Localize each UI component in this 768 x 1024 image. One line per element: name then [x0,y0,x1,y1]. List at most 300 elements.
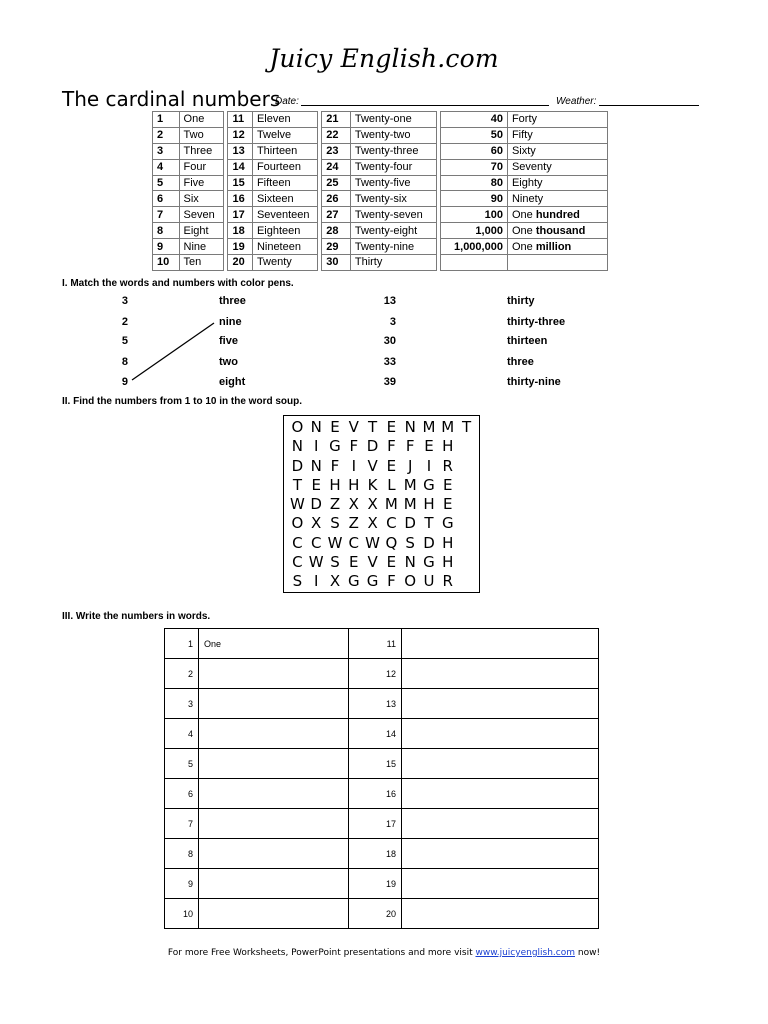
write-answer-right[interactable] [402,779,599,809]
reference-word [350,159,436,175]
soup-letter[interactable]: X [329,572,341,591]
match-word-right: thirty [507,295,535,307]
write-number-left: 8 [165,839,199,869]
reference-number: 5 [153,175,180,191]
soup-letter[interactable]: H [329,475,341,494]
reference-word [507,207,607,223]
reference-number [440,255,507,271]
match-word-right: thirteen [507,335,548,347]
soup-letter[interactable]: T [368,418,378,436]
reference-word-text: Twenty-four [354,161,413,174]
soup-letter[interactable]: C [348,533,360,552]
reference-number: 100 [440,207,507,223]
reference-word [252,127,317,143]
reference-number: 19 [228,239,252,255]
write-number-right: 17 [349,809,402,839]
write-number-left: 4 [165,719,199,749]
write-number-left: 1 [165,629,199,659]
match-word-left: five [219,335,238,347]
soup-letter[interactable]: I [313,572,319,591]
soup-letter[interactable] [457,572,476,591]
soup-letter[interactable]: E [386,418,397,436]
write-number-right: 18 [349,839,402,869]
match-word-right: thirty-nine [507,376,561,388]
soup-letter[interactable]: I [313,437,319,456]
match-word-left: two [219,356,238,368]
soup-letter[interactable]: N [291,437,304,456]
write-number-left: 10 [165,899,199,929]
reference-word-text: Three [183,145,213,158]
reference-row [153,112,608,128]
reference-word [507,112,607,128]
write-row [165,899,599,929]
soup-letter[interactable]: G [366,572,379,591]
match-number-right: 30 [383,335,396,347]
reference-word [350,127,436,143]
reference-word [350,143,436,159]
soup-letter[interactable] [457,514,476,533]
reference-word-text: Sixteen [256,192,294,205]
write-number-right: 11 [349,629,402,659]
reference-word-text: Fourteen [256,161,301,174]
write-answer-right[interactable] [402,839,599,869]
soup-letter[interactable]: Z [329,495,341,514]
soup-letter[interactable] [457,553,476,572]
write-row [165,839,599,869]
reference-row [153,143,608,159]
soup-letter[interactable]: M [422,418,436,436]
reference-number: 17 [228,207,252,223]
match-number-left: 2 [121,316,128,328]
soup-letter[interactable]: H [442,437,454,456]
match-number-left: 8 [121,356,128,368]
soup-letter[interactable]: N [310,418,322,436]
reference-row [153,159,608,175]
write-row [165,719,599,749]
match-number-right: 3 [389,316,396,328]
soup-letter[interactable]: R [442,572,453,591]
soup-letter[interactable]: E [443,495,453,514]
reference-word-text: Ninety [511,192,544,205]
reference-word-text: Ten [183,256,202,269]
reference-word [507,239,607,255]
reference-word [507,223,607,239]
reference-number: 23 [322,143,351,159]
reference-word [507,175,607,191]
footer-text-end: now! [575,948,601,958]
write-answer-right[interactable] [402,749,599,779]
reference-word-text: Thirteen [256,145,298,158]
write-answer-left[interactable] [199,779,349,809]
write-answer-left[interactable] [199,719,349,749]
match-number-left: 9 [121,376,128,388]
reference-word [507,127,607,143]
reference-number: 50 [440,127,507,143]
reference-word-text: Twenty-seven [354,208,423,221]
reference-word [179,239,224,255]
soup-letter[interactable]: W [327,533,343,552]
soup-letter[interactable]: X [367,495,378,514]
match-word-left: three [219,295,246,307]
reference-word-text: Eighteen [256,224,301,237]
reference-word [252,112,317,128]
soup-letter[interactable]: G [441,514,454,533]
footer [0,948,768,958]
write-numbers-table [164,628,599,929]
reference-word-text: Twenty [256,256,292,269]
write-row [165,869,599,899]
soup-letter[interactable]: D [291,456,304,475]
reference-word-text: One [511,224,536,237]
brand-logo: Juicy English.com [269,44,499,73]
reference-number: 21 [322,112,351,128]
match-number-left: 3 [121,295,128,307]
write-answer-right[interactable] [402,899,599,929]
soup-letter[interactable]: J [407,456,413,475]
reference-number: 1,000,000 [440,239,507,255]
match-word-left: nine [219,316,242,328]
write-answer-right[interactable] [402,719,599,749]
match-word-right: thirty-three [507,316,566,328]
soup-letter[interactable]: S [330,553,340,572]
reference-word-text: Thirty [354,256,383,269]
soup-letter[interactable]: N [404,418,416,436]
soup-letter[interactable]: V [367,553,378,572]
reference-word [179,255,224,271]
soup-letter[interactable]: S [292,572,303,591]
soup-letter[interactable]: S [405,533,415,552]
soup-letter[interactable]: E [424,437,434,456]
reference-word [179,112,224,128]
write-number-left: 5 [165,749,199,779]
reference-word-text: Twenty-one [354,113,412,126]
reference-word [252,223,317,239]
reference-word [179,175,224,191]
write-answer-left[interactable] [199,839,349,869]
reference-number: 10 [153,255,180,271]
reference-row [153,207,608,223]
reference-word-text: Twenty-five [354,177,411,189]
reference-word-text: Seven [183,208,215,221]
reference-word-text: Seventy [511,161,552,174]
reference-word-text: Five [183,177,205,189]
reference-word [507,191,607,207]
soup-letter[interactable] [457,495,476,514]
soup-letter[interactable]: H [348,475,360,494]
reference-word-text: Fifteen [256,177,291,189]
reference-word [507,159,607,175]
reference-word-text: Twenty-two [354,129,411,142]
write-number-right: 16 [349,779,402,809]
soup-letter[interactable]: E [386,456,397,475]
soup-letter[interactable]: X [311,514,322,533]
reference-word-text: Twenty-eight [354,224,418,237]
reference-word-bold: thousand [535,224,586,237]
soup-letter[interactable]: D [404,514,416,533]
soup-letter[interactable]: G [347,572,360,591]
soup-letter[interactable]: G [423,475,435,494]
reference-number: 27 [322,207,351,223]
soup-letter[interactable]: M [384,495,398,514]
write-number-right: 19 [349,869,402,899]
reference-number: 13 [228,143,252,159]
write-number-right: 14 [349,719,402,749]
soup-letter[interactable]: C [310,533,322,552]
date-label: Date: [275,96,299,107]
soup-letter[interactable]: T [292,475,302,494]
soup-letter[interactable]: I [351,456,356,475]
write-number-left: 6 [165,779,199,809]
reference-number: 22 [322,127,351,143]
soup-letter[interactable]: Z [348,514,359,533]
reference-number: 18 [228,223,252,239]
write-answer-left[interactable] [199,659,349,689]
soup-letter[interactable]: U [423,572,435,591]
soup-letter[interactable]: E [311,475,321,494]
reference-row [153,223,608,239]
match-word-left: eight [219,376,246,388]
reference-word-text: Eight [183,224,209,237]
reference-row [153,127,608,143]
match-number-right: 13 [383,295,396,307]
write-answer-right[interactable] [402,869,599,899]
soup-letter[interactable]: F [330,456,340,475]
soup-letter[interactable]: F [405,437,415,456]
write-number-right: 20 [349,899,402,929]
soup-letter[interactable]: E [349,553,359,572]
reference-number: 11 [228,112,252,128]
soup-letter[interactable] [457,476,476,495]
soup-letter[interactable]: L [387,475,396,494]
reference-word-bold: million [535,240,572,253]
soup-letter[interactable]: D [366,437,379,456]
reference-word-text: Nineteen [256,240,301,253]
footer-link[interactable]: www.juicyenglish.com [475,948,576,958]
reference-word-text: Forty [511,113,538,126]
match-number-right: 39 [383,376,396,388]
footer-text: For more Free Worksheets, PowerPoint presentations and more visit [167,948,476,958]
soup-letter[interactable]: W [365,533,380,552]
soup-letter[interactable]: D [423,533,435,552]
soup-letter[interactable] [457,457,476,476]
soup-letter[interactable]: C [292,533,303,552]
reference-word [252,255,317,271]
match-word-right: three [507,356,534,368]
soup-letter[interactable]: F [387,437,396,456]
soup-letter[interactable]: W [289,495,305,514]
reference-word-text: Fifty [511,129,533,142]
soup-letter[interactable]: F [349,437,359,456]
soup-letter[interactable] [457,534,476,553]
section-3-heading: III. Write the numbers in words. [62,611,211,622]
soup-letter[interactable]: E [443,475,453,494]
section-1-heading: I. Match the words and numbers with color pens. [62,278,294,289]
write-number-left: 2 [165,659,199,689]
reference-table [152,111,608,271]
reference-word [252,191,317,207]
soup-letter[interactable]: G [423,553,435,572]
reference-number: 3 [153,143,180,159]
page-title: The cardinal numbers [62,87,281,111]
reference-word-text: Twenty-nine [354,240,415,253]
write-answer-right[interactable] [402,809,599,839]
reference-number: 1 [153,112,180,128]
soup-letter[interactable]: E [330,418,340,436]
soup-letter[interactable]: G [329,437,341,456]
soup-letter[interactable] [457,437,476,456]
reference-number: 20 [228,255,252,271]
soup-letter[interactable]: C [386,514,397,533]
write-number-left: 7 [165,809,199,839]
soup-letter[interactable]: H [442,553,454,572]
reference-word [252,143,317,159]
soup-letter[interactable]: H [423,495,435,514]
write-row [165,689,599,719]
reference-word-text: Twelve [256,129,292,142]
write-row [165,629,599,659]
match-line [132,323,214,380]
soup-letter[interactable]: F [387,572,396,591]
reference-number: 14 [228,159,252,175]
write-answer-right[interactable] [402,659,599,689]
write-number-right: 13 [349,689,402,719]
reference-word-text: Seventeen [256,208,310,221]
reference-word [507,143,607,159]
reference-number: 6 [153,191,180,207]
reference-row [153,255,608,271]
write-number-left: 3 [165,689,199,719]
soup-letter[interactable]: I [426,456,432,475]
soup-letter[interactable]: W [308,553,324,572]
reference-word-text: Twenty-six [354,192,407,205]
reference-word-text: Eighty [511,177,543,189]
reference-number: 70 [440,159,507,175]
reference-word-text: One [511,208,536,221]
soup-letter[interactable]: E [386,553,397,572]
reference-word [350,207,436,223]
reference-number: 2 [153,127,180,143]
match-number-right: 33 [383,356,396,368]
soup-letter[interactable]: N [310,456,322,475]
soup-letter[interactable]: S [330,514,340,533]
soup-letter[interactable]: Q [385,533,398,552]
soup-letter[interactable]: N [404,553,416,572]
reference-number: 16 [228,191,252,207]
reference-word [179,127,224,143]
reference-word-text: Eleven [256,113,291,126]
reference-word-text: Sixty [511,145,536,158]
soup-letter[interactable]: T [424,514,434,533]
soup-letter[interactable]: D [310,495,322,514]
soup-letter[interactable]: O [404,572,417,591]
write-number-right: 12 [349,659,402,689]
write-row [165,779,599,809]
reference-word [507,255,607,271]
write-answer-right[interactable] [402,689,599,719]
reference-word [179,143,224,159]
reference-word-bold: hundred [535,208,580,221]
weather-label: Weather: [556,96,597,107]
reference-word [252,207,317,223]
soup-letter[interactable]: X [367,514,378,533]
reference-word [179,207,224,223]
reference-word [350,239,436,255]
write-number-right: 15 [349,749,402,779]
soup-letter[interactable]: T [461,418,472,436]
write-answer-left[interactable] [199,689,349,719]
reference-word-text: Nine [183,240,207,253]
reference-number: 30 [322,255,351,271]
soup-letter[interactable]: M [403,495,417,514]
reference-word [179,159,224,175]
reference-number: 9 [153,239,180,255]
write-answer-left[interactable] [199,809,349,839]
reference-number: 60 [440,143,507,159]
soup-letter[interactable]: R [442,456,453,475]
reference-word-text: Six [183,192,199,205]
reference-number: 8 [153,223,180,239]
soup-letter[interactable]: X [348,495,359,514]
soup-letter[interactable]: O [291,418,304,436]
write-row [165,809,599,839]
reference-word-text: One [511,240,536,253]
soup-letter[interactable]: M [441,418,455,436]
write-row [165,659,599,689]
soup-letter[interactable]: O [291,514,304,533]
reference-word [252,239,317,255]
reference-word [179,223,224,239]
reference-number: 15 [228,175,252,191]
soup-letter[interactable]: C [292,553,303,572]
soup-letter[interactable]: H [442,533,454,552]
reference-number: 12 [228,127,252,143]
write-answer-left[interactable]: One [199,629,349,659]
reference-row [153,191,608,207]
reference-word [179,191,224,207]
reference-number: 4 [153,159,180,175]
reference-number: 40 [440,112,507,128]
reference-word [350,191,436,207]
reference-number: 28 [322,223,351,239]
reference-number: 24 [322,159,351,175]
write-row [165,749,599,779]
reference-number: 1,000 [440,223,507,239]
reference-number: 80 [440,175,507,191]
write-answer-left[interactable] [199,899,349,929]
soup-letter[interactable]: V [367,456,378,475]
reference-number: 90 [440,191,507,207]
soup-letter[interactable]: K [367,475,378,494]
write-answer-left[interactable] [199,749,349,779]
date-line[interactable] [301,105,549,106]
reference-number: 25 [322,175,351,191]
write-number-left: 9 [165,869,199,899]
word-soup [283,415,480,593]
write-answer-left[interactable] [199,869,349,899]
soup-letter[interactable]: V [348,418,359,436]
reference-word [350,112,436,128]
match-number-left: 5 [121,335,128,347]
write-answer-right[interactable] [402,629,599,659]
reference-word-text: One [183,113,205,126]
soup-letter[interactable]: M [403,475,417,494]
weather-line[interactable] [599,105,699,106]
reference-number: 7 [153,207,180,223]
reference-word-text: Twenty-three [354,145,419,158]
reference-word [252,175,317,191]
reference-number: 26 [322,191,351,207]
reference-word [252,159,317,175]
